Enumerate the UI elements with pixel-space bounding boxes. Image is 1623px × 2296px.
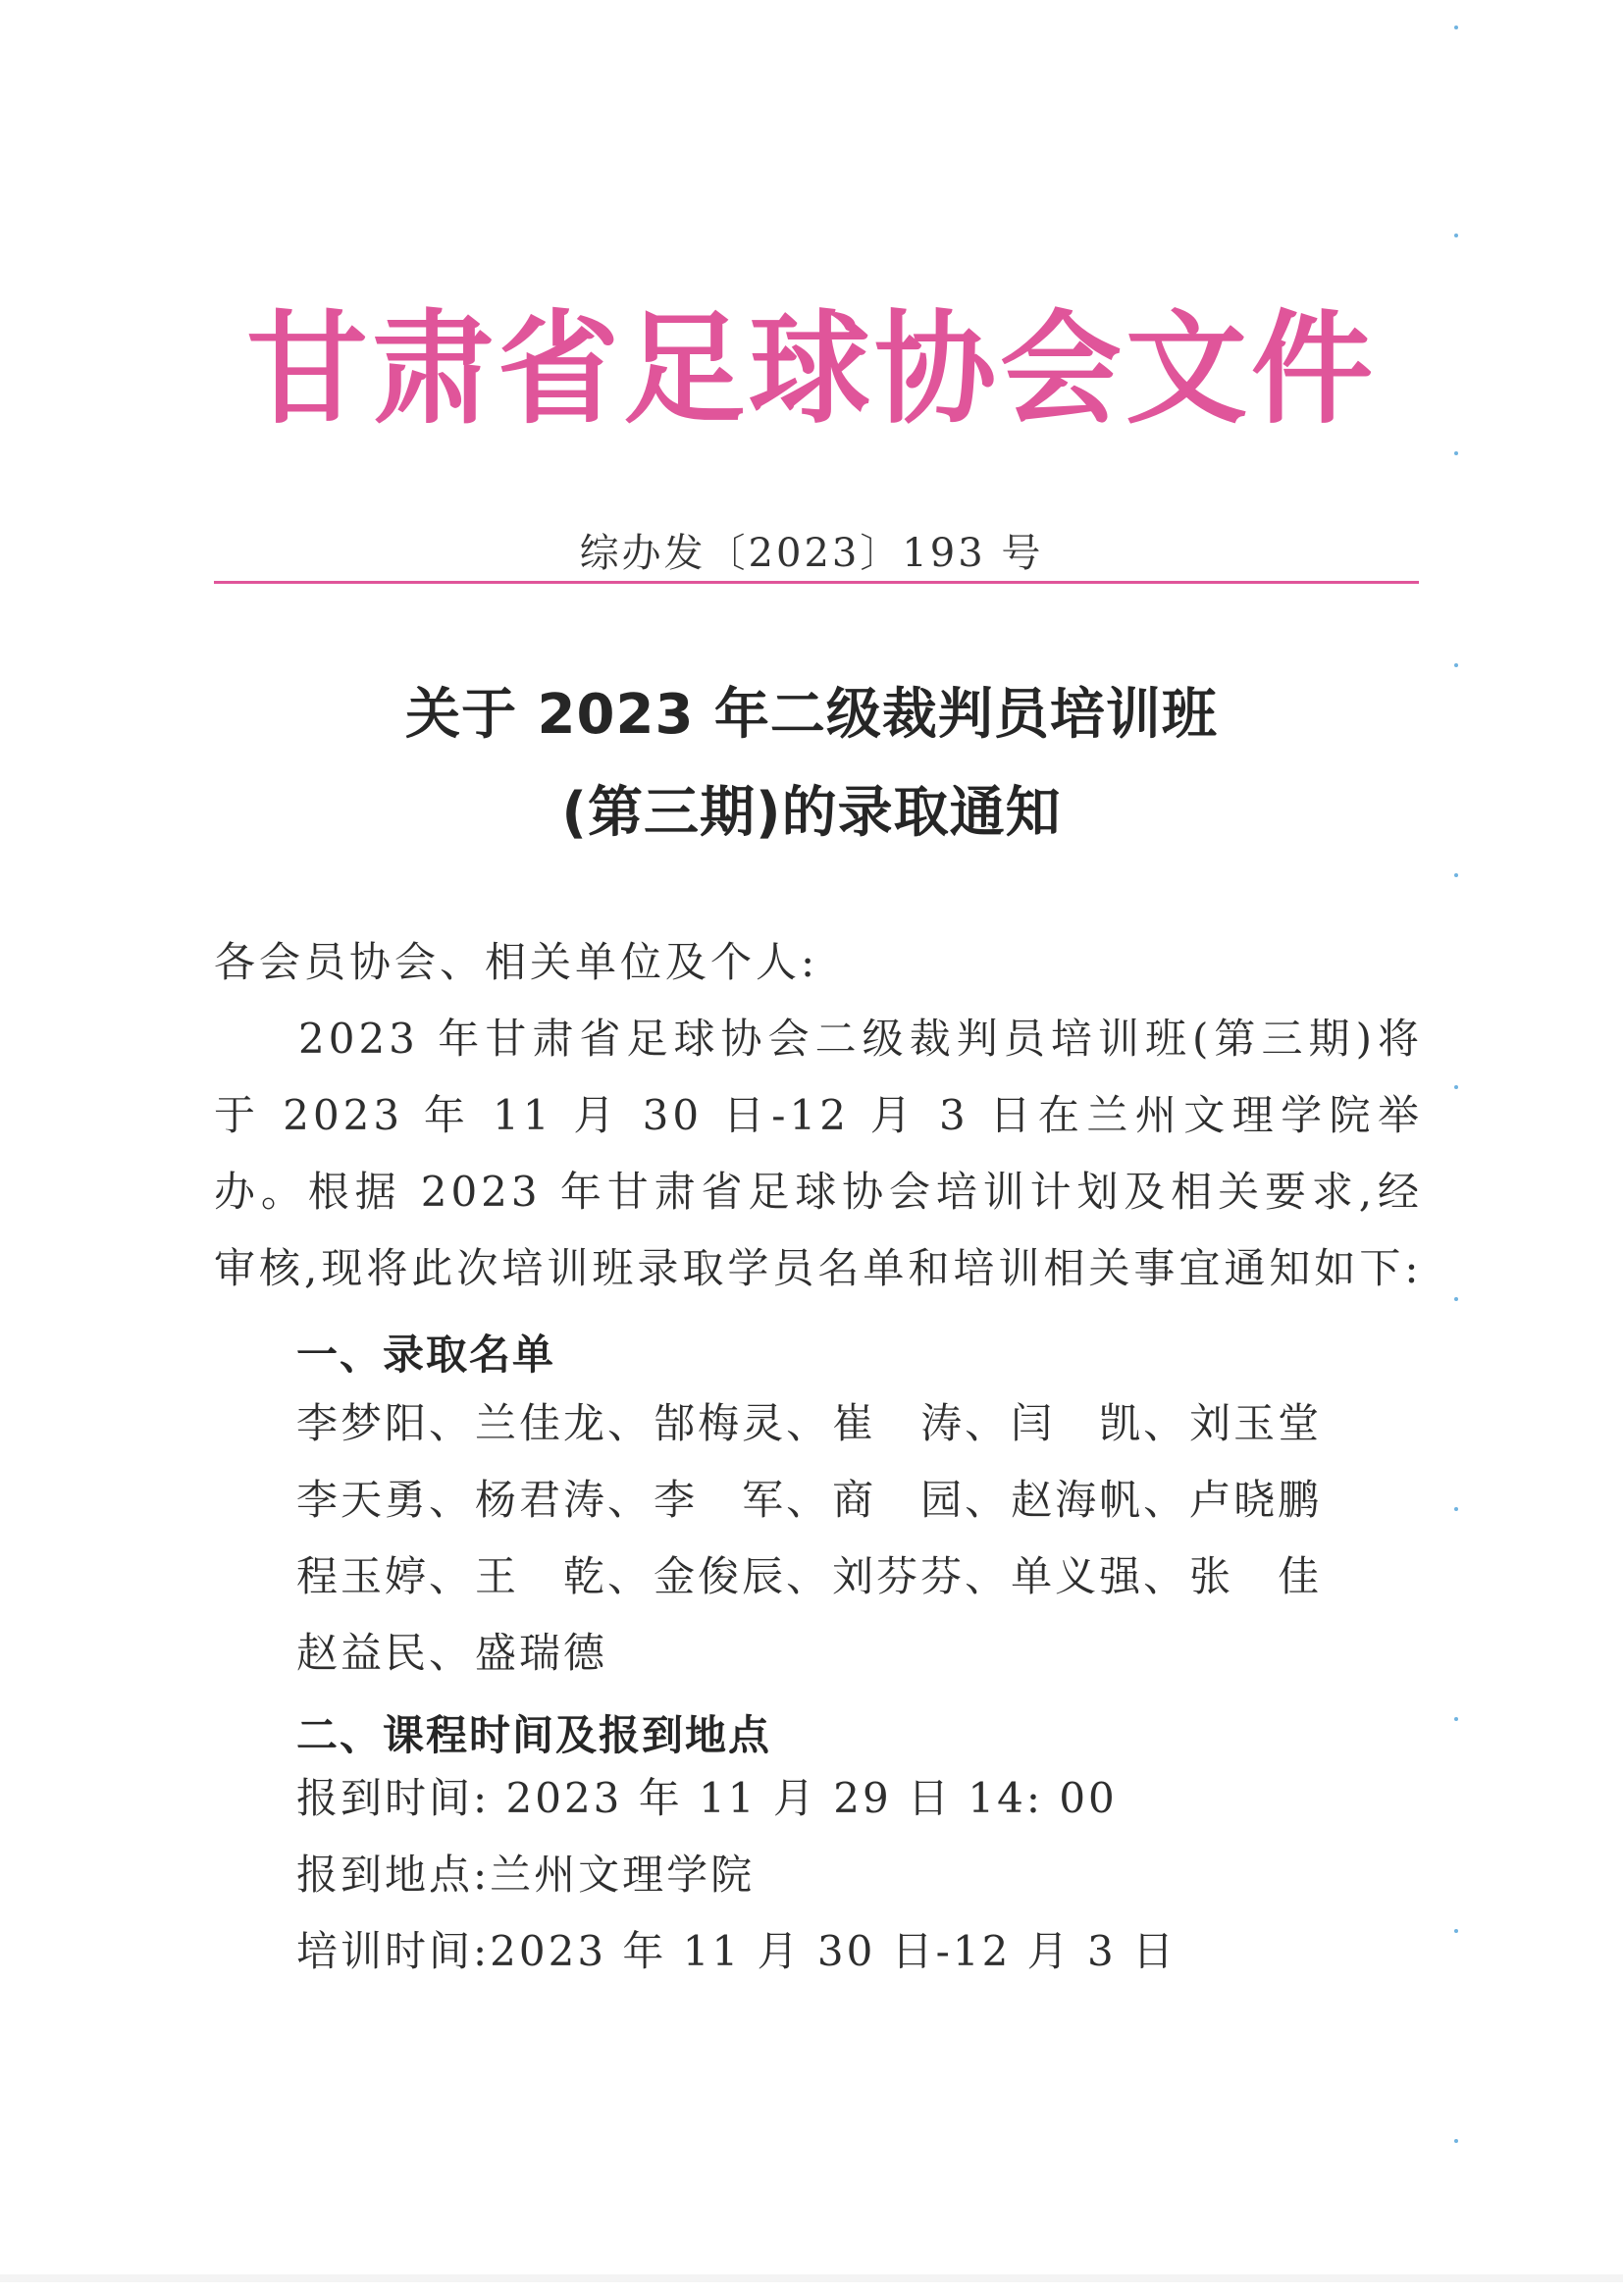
scan-edge-dot [1454,1929,1458,1933]
section-heading-schedule-location: 二、课程时间及报到地点 [296,1711,772,1759]
trainee-name: 崔 涛 [832,1399,966,1447]
notice-title-line2: (第三期)的录取通知 [561,781,1062,845]
name-row [296,1385,1323,1462]
scan-edge-dot [1454,1717,1458,1721]
name-row [296,1539,1323,1615]
name-separator: 、 [429,1476,474,1524]
name-separator: 、 [965,1552,1010,1600]
salutation: 各会员协会、相关单位及个人: [214,938,819,986]
trainee-name: 盛瑞德 [475,1629,608,1677]
trainee-name: 李梦阳 [296,1399,430,1447]
name-separator: 、 [786,1476,831,1524]
trainee-name: 郜梅灵 [654,1399,787,1447]
name-separator: 、 [1143,1476,1188,1524]
masthead-title: 甘肃省足球协会文件 [245,299,1377,441]
trainee-name: 刘芬芬 [832,1552,966,1600]
trainee-name: 闫 凯 [1011,1399,1144,1447]
trainee-name: 卢晓鹏 [1189,1476,1323,1524]
intro-paragraph: 2023 年甘肃省足球协会二级裁判员培训班(第三期)将于 2023 年 11 月 30 日-12 月 3 日在兰州文理学院举办。根据 2023 年甘肃省足球协会培训计划及相关要求,经审核,现将此次培训班录取学员名单和培训相关事宜通知如下: [214,1015,1423,1292]
notice-title-line1: 关于 2023 年二级裁判员培训班 [405,683,1218,747]
trainee-name: 程玉婷 [296,1552,430,1600]
trainee-name: 金俊辰 [654,1552,787,1600]
scan-edge-dot [1454,2139,1458,2143]
name-row [296,1462,1323,1539]
trainee-name: 杨君涛 [475,1476,608,1524]
scan-edge-dot [1454,234,1458,237]
trainee-name: 王 乾 [475,1552,608,1600]
trainee-name: 商 园 [832,1476,966,1524]
name-separator: 、 [607,1399,653,1447]
trainee-name: 单义强 [1011,1552,1144,1600]
admission-name-list [296,1385,1323,1692]
trainee-name: 刘玉堂 [1189,1399,1323,1447]
scan-edge-dot [1454,1297,1458,1301]
trainee-name: 李天勇 [296,1476,430,1524]
section-heading-admission-list: 一、录取名单 [296,1331,556,1379]
name-separator: 、 [607,1552,653,1600]
scan-edge-dot [1454,873,1458,877]
name-separator: 、 [786,1399,831,1447]
scan-bottom-edge [0,2274,1623,2282]
name-separator: 、 [429,1629,474,1677]
scan-edge-dot [1454,1507,1458,1511]
trainee-name: 赵益民 [296,1629,430,1677]
name-separator: 、 [607,1476,653,1524]
trainee-name: 张 佳 [1189,1552,1323,1600]
trainee-name: 兰佳龙 [475,1399,608,1447]
report-place: 报到地点:兰州文理学院 [296,1851,756,1899]
report-time: 报到时间: 2023 年 11 月 29 日 14: 00 [296,1774,1118,1822]
name-separator: 、 [429,1552,474,1600]
name-separator: 、 [965,1476,1010,1524]
name-separator: 、 [1143,1399,1188,1447]
red-rule-divider [214,581,1419,584]
scan-edge-dot [1454,1085,1458,1089]
scan-edge-dot [1454,451,1458,455]
scan-edge-dot [1454,26,1458,29]
training-time: 培训时间:2023 年 11 月 30 日-12 月 3 日 [296,1927,1178,1975]
name-row [296,1615,1317,1692]
name-separator: 、 [786,1552,831,1600]
trainee-name: 李 军 [654,1476,787,1524]
name-separator: 、 [429,1399,474,1447]
name-separator: 、 [965,1399,1010,1447]
name-separator: 、 [1143,1552,1188,1600]
document-number: 综办发〔2023〕193 号 [579,531,1044,576]
scan-edge-dot [1454,663,1458,667]
trainee-name: 赵海帆 [1011,1476,1144,1524]
